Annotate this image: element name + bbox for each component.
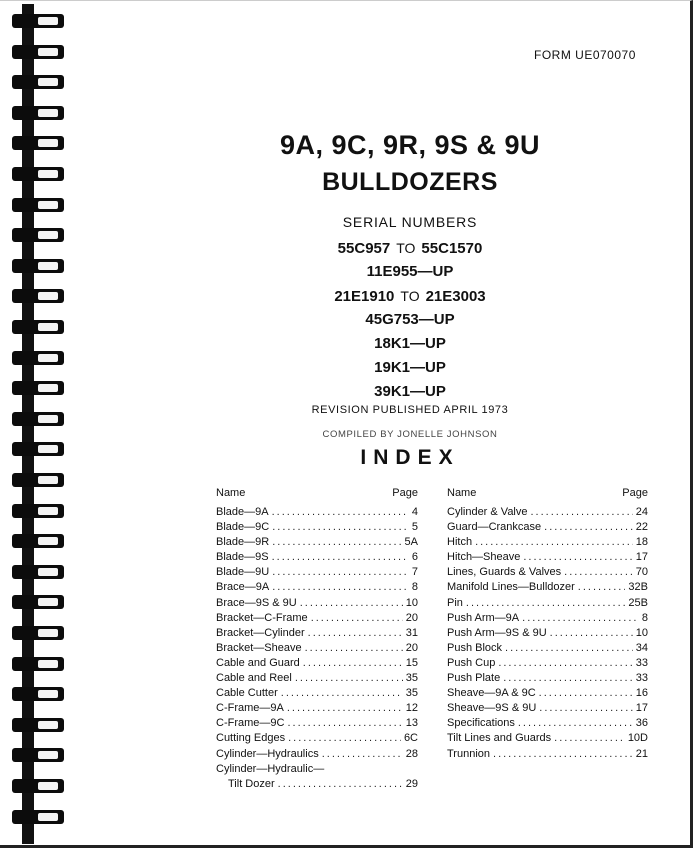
serial-numbers-heading: SERIAL NUMBERS — [342, 214, 478, 230]
serial-line: 11E955—UP — [366, 263, 454, 280]
index-entry — [216, 505, 418, 520]
binding-ring — [12, 626, 64, 640]
dot-leader — [311, 611, 403, 626]
index-entry-name: Bracket—Cylinder — [216, 626, 305, 639]
binding-ring — [12, 534, 64, 548]
index-header — [447, 484, 648, 502]
index-entry-page: 22 — [635, 521, 648, 534]
binding-ring — [12, 442, 64, 456]
dot-leader — [278, 777, 403, 792]
index-entry-page: 33 — [635, 672, 648, 685]
index-entry-page: 10D — [627, 732, 648, 745]
index-entry-page: 16 — [635, 687, 648, 700]
dot-leader — [322, 747, 403, 762]
index-entry — [447, 611, 648, 626]
index-entry — [216, 626, 418, 641]
serial-line: 45G753—UP — [365, 311, 455, 328]
dot-leader — [272, 535, 401, 550]
binding-ring — [12, 136, 64, 150]
index-entry-name: Guard—Crankcase — [447, 521, 542, 534]
index-entry-name: Cable and Guard — [216, 656, 300, 669]
index-entry-name: Blade—9R — [216, 536, 270, 549]
index-entry — [216, 731, 418, 746]
index-entry — [447, 701, 648, 716]
index-entry-page: 36 — [635, 717, 648, 730]
index-entry-name: Cable Cutter — [216, 687, 278, 700]
index-entry-page: 6C — [403, 732, 418, 745]
index-entry — [447, 747, 648, 762]
binding-ring — [12, 351, 64, 365]
index-entry-page: 35 — [405, 672, 418, 685]
index-column-left — [216, 484, 418, 792]
index-entry-name: Blade—9S — [216, 551, 269, 564]
dot-leader — [503, 671, 633, 686]
index-entry-name: Sheave—9A & 9C — [447, 687, 536, 700]
index-entry — [216, 596, 418, 611]
index-entry — [447, 505, 648, 520]
dot-leader — [288, 731, 401, 746]
binding-ring — [12, 473, 64, 487]
index-entry-name: Pin — [447, 596, 463, 609]
index-entry-page: 6 — [411, 551, 418, 564]
index-entry-page: 31 — [405, 626, 418, 639]
dot-leader — [295, 671, 403, 686]
binding-ring — [12, 228, 64, 242]
index-entry-name: Cylinder—Hydraulic— — [216, 762, 325, 775]
compiled-by: COMPILED BY JONELLE JOHNSON — [322, 429, 498, 440]
index-entry — [216, 656, 418, 671]
binding-ring — [12, 657, 64, 671]
index-entry — [216, 671, 418, 686]
index-entry — [447, 580, 648, 595]
binding-ring — [12, 504, 64, 518]
serial-line: 21E1910 TO 21E3003 — [334, 288, 486, 305]
serial-line: 19K1—UP — [374, 359, 446, 376]
index-entry — [216, 611, 418, 626]
index-entry-page: 35 — [405, 687, 418, 700]
dot-leader — [539, 701, 632, 716]
binding-ring — [12, 381, 64, 395]
index-entry-name: Push Block — [447, 641, 503, 654]
index-entry — [447, 535, 648, 550]
serial-line: 18K1—UP — [374, 335, 446, 352]
index-entry — [216, 535, 418, 550]
index-entry-name: Tilt Dozer — [228, 777, 275, 790]
binding-ring — [12, 687, 64, 701]
index-entry-name: Brace—9S & 9U — [216, 596, 297, 609]
index-entry-name: Trunnion — [447, 747, 491, 760]
form-number: FORM UE070070 — [534, 48, 636, 62]
binding-ring — [12, 14, 64, 28]
binding-ring — [12, 595, 64, 609]
index-entry-page: 10 — [635, 626, 648, 639]
index-entry — [216, 520, 418, 535]
index-entry-name: Blade—9U — [216, 566, 270, 579]
binding-ring — [12, 106, 64, 120]
binding-ring — [12, 320, 64, 334]
binding-ring — [12, 289, 64, 303]
index-entry-page: 33 — [635, 656, 648, 669]
binding-ring — [12, 198, 64, 212]
index-entry — [216, 716, 418, 731]
index-entry-name: Lines, Guards & Valves — [447, 566, 562, 579]
index-entry — [447, 731, 648, 746]
index-entry — [216, 565, 418, 580]
index-entry-page: 5 — [411, 521, 418, 534]
dot-leader — [272, 550, 409, 565]
index-entry — [216, 762, 418, 777]
index-entry-name: Sheave—9S & 9U — [447, 702, 537, 715]
dot-leader — [493, 747, 633, 762]
index-entry-name: C-Frame—9A — [216, 702, 284, 715]
dot-leader — [505, 641, 633, 656]
index-entry — [447, 716, 648, 731]
index-entry-name: Push Arm—9A — [447, 611, 520, 624]
index-entry-page: 8 — [641, 611, 648, 624]
dot-leader — [272, 505, 409, 520]
dot-leader — [303, 656, 403, 671]
binding-ring — [12, 565, 64, 579]
index-column-right — [447, 484, 648, 762]
dot-leader — [272, 565, 409, 580]
index-entry-page: 25B — [628, 596, 648, 609]
dot-leader — [544, 520, 633, 535]
index-entry-name: Push Arm—9S & 9U — [447, 626, 547, 639]
index-entry — [216, 777, 418, 792]
index-entry — [447, 596, 648, 611]
dot-leader — [522, 611, 639, 626]
index-entry-name: Tilt Lines and Guards — [447, 732, 552, 745]
title-bulldozers: BULLDOZERS — [322, 168, 498, 196]
index-entry-name: Cable and Reel — [216, 672, 292, 685]
index-entry-page: 5A — [404, 536, 418, 549]
index-entry-page: 29 — [405, 777, 418, 790]
dot-leader — [550, 626, 633, 641]
binding-ring — [12, 810, 64, 824]
index-entry-name: Hitch — [447, 536, 473, 549]
index-entry — [447, 626, 648, 641]
index-entry-page: 4 — [411, 506, 418, 518]
dot-leader — [466, 596, 626, 611]
dot-leader — [564, 565, 633, 580]
dot-leader — [531, 505, 633, 520]
index-entry-name: Brace—9A — [216, 581, 270, 594]
revision-date: REVISION PUBLISHED APRIL 1973 — [311, 404, 509, 416]
serial-line: 55C957 TO 55C1570 — [337, 240, 483, 257]
index-entry-name: Bracket—Sheave — [216, 641, 302, 654]
dot-leader — [272, 520, 409, 535]
index-entry — [216, 747, 418, 762]
dot-leader — [272, 580, 409, 595]
index-entry-name: Cylinder—Hydraulics — [216, 747, 319, 760]
index-entry — [447, 550, 648, 565]
index-entry-page: 15 — [405, 656, 418, 669]
binding-ring — [12, 748, 64, 762]
index-entry-page: 12 — [405, 702, 418, 715]
binding-ring — [12, 45, 64, 59]
index-entry-name: Push Plate — [447, 672, 501, 685]
index-entry-page: 28 — [405, 747, 418, 760]
index-entry-name: C-Frame—9C — [216, 717, 285, 730]
index-entry-page: 18 — [635, 536, 648, 549]
dot-leader — [308, 626, 403, 641]
index-title: INDEX — [360, 446, 460, 469]
dot-leader — [498, 656, 632, 671]
index-entry-name: Cutting Edges — [216, 732, 286, 745]
dot-leader — [287, 716, 402, 731]
index-header-name: Name — [447, 487, 477, 499]
index-entry — [216, 580, 418, 595]
index-entry — [447, 686, 648, 701]
index-entry — [447, 656, 648, 671]
index-entry-page: 13 — [405, 717, 418, 730]
dot-leader — [554, 731, 625, 746]
index-entry-page: 32B — [628, 581, 648, 594]
index-header-page: Page — [392, 487, 418, 499]
index-header — [216, 484, 418, 502]
index-entry-page: 17 — [635, 551, 648, 564]
dot-leader — [281, 686, 403, 701]
binding-ring — [12, 779, 64, 793]
index-entry — [216, 641, 418, 656]
index-entry — [216, 701, 418, 716]
binding-ring — [12, 167, 64, 181]
binding-ring — [12, 75, 64, 89]
index-entry-page: 20 — [405, 641, 418, 654]
index-entry — [447, 565, 648, 580]
index-entry-page: 7 — [411, 566, 418, 579]
title-models: 9A, 9C, 9R, 9S & 9U — [279, 130, 541, 160]
index-entry-name: Specifications — [447, 717, 515, 730]
index-entry — [447, 520, 648, 535]
index-entry — [216, 550, 418, 565]
binding-ring — [12, 412, 64, 426]
index-entry-page: 70 — [635, 566, 648, 579]
index-entry — [447, 641, 648, 656]
dot-leader — [523, 550, 632, 565]
dot-leader — [539, 686, 633, 701]
index-header-page: Page — [622, 487, 648, 499]
binding-ring — [12, 259, 64, 273]
dot-leader — [287, 701, 403, 716]
index-entry-page: 34 — [635, 641, 648, 654]
index-entry-name: Hitch—Sheave — [447, 551, 521, 564]
index-entry-name: Manifold Lines—Bulldozer — [447, 581, 575, 594]
index-entry-page: 20 — [405, 611, 418, 624]
index-entry — [216, 686, 418, 701]
serial-numbers-list — [200, 236, 620, 404]
dot-leader — [300, 596, 403, 611]
dot-leader — [578, 580, 626, 595]
index-entry-name: Blade—9C — [216, 521, 270, 534]
index-entry-name: Bracket—C-Frame — [216, 611, 308, 624]
index-entry-name: Cylinder & Valve — [447, 506, 528, 518]
dot-leader — [518, 716, 633, 731]
serial-line: 39K1—UP — [374, 383, 446, 400]
index-entry-page: 17 — [635, 702, 648, 715]
index-entry-page: 10 — [405, 596, 418, 609]
index-entry-page: 21 — [635, 747, 648, 760]
dot-leader — [475, 535, 633, 550]
dot-leader — [305, 641, 403, 656]
index-header-name: Name — [216, 487, 246, 499]
index-entry — [447, 671, 648, 686]
index-entry-page: 8 — [411, 581, 418, 594]
index-entry-name: Push Cup — [447, 656, 496, 669]
binding-ring — [12, 718, 64, 732]
index-entry-page: 24 — [635, 506, 648, 518]
index-entry-name: Blade—9A — [216, 506, 269, 518]
comb-binding — [6, 4, 70, 844]
